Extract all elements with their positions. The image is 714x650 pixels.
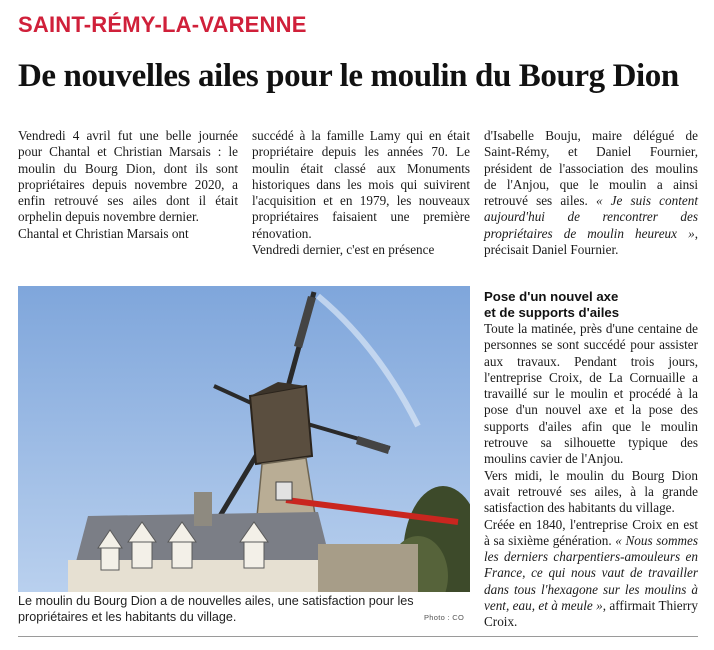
stone-wall [318,544,418,592]
windmill-cabin [250,386,312,464]
crane-basket [276,482,292,500]
article-photo [18,286,470,592]
article-column-1 [18,128,238,242]
chimney [194,492,212,526]
article-column-4 [484,289,698,631]
paragraph: Vers midi, le moulin du Bourg Dion avait retrouvé ses ailes, à la grande satisfaction des habitants du village. [484,467,698,516]
article-headline: De nouvelles ailes pour le moulin du Bourg Dion [18,58,679,94]
paragraph: Chantal et Christian Marsais ont [18,225,189,241]
paragraph: Vendredi dernier, c'est en présence [252,242,435,258]
section-kicker: SAINT-RÉMY-LA-VARENNE [18,12,307,37]
windmill-photo-illustration [18,286,470,592]
bottom-rule [18,636,698,637]
quote: « Je suis content aujourd'hui de rencontrer des propriétaires de moulin heureux » [484,193,698,241]
paragraph: Vendredi 4 avril fut une belle journée pour Chantal et Christian Marsais : le moulin du Bourg Dion, dont ils sont propriétaires depuis novembre 2020, a enfin retrouvé ses ailes dont il était orphelin depuis novembre dernier. [18,128,238,225]
photo-credit: Photo : CO [424,613,465,622]
subheading [484,289,698,320]
paragraph [484,128,698,258]
article-column-2 [252,128,470,258]
photo-caption: Le moulin du Bourg Dion a de nouvelles ailes, une satisfaction pour les propriétaires et les habitants du village. [18,594,414,624]
quote: « Nous sommes les derniers charpentiers-amouleurs en France, ce qui nous vaut de travailler dans tous l'hexagone sur les moulins à vent, eau, et à meule » [484,532,699,614]
subheading-line: et de supports d'ailes [484,304,620,320]
body-text: Créée en 1840, l'entreprise Croix en est à sa sixième génération. [484,516,698,548]
body-text: d'Isabelle Bouju, maire délégué de Saint-Rémy, et Daniel Fournier, président de l'association des moulins de l'Anjou, que le moulin a ainsi retrouvé ses ailes. [484,128,698,209]
paragraph [484,517,698,631]
attribution: , affirmait Thierry Croix. [484,598,699,630]
paragraph: succédé à la famille Lamy qui en était propriétaire depuis les années 70. Le moulin était classé aux Monuments historiques dans les mois qui suivirent l'acquisition et en 1979, les nouveaux propriétaires faisaient une première rénovation. [252,128,470,241]
attribution: , précisait Daniel Fournier. [484,225,698,258]
article-column-3 [484,128,698,258]
subheading-line: Pose d'un nouvel axe [484,289,619,304]
paragraph: Toute la matinée, près d'une centaine de personnes se sont succédé pour assister aux travaux. Pendant trois jours, l'entreprise Croix, de La Cornuaille a travaillé sur le moulin et procédé à la pose d'un nouvel axe et la pose des supports d'ailes afin que le moulin retrouve sa silhouette typique des moulins cavier de l'Anjou. [484,321,698,467]
